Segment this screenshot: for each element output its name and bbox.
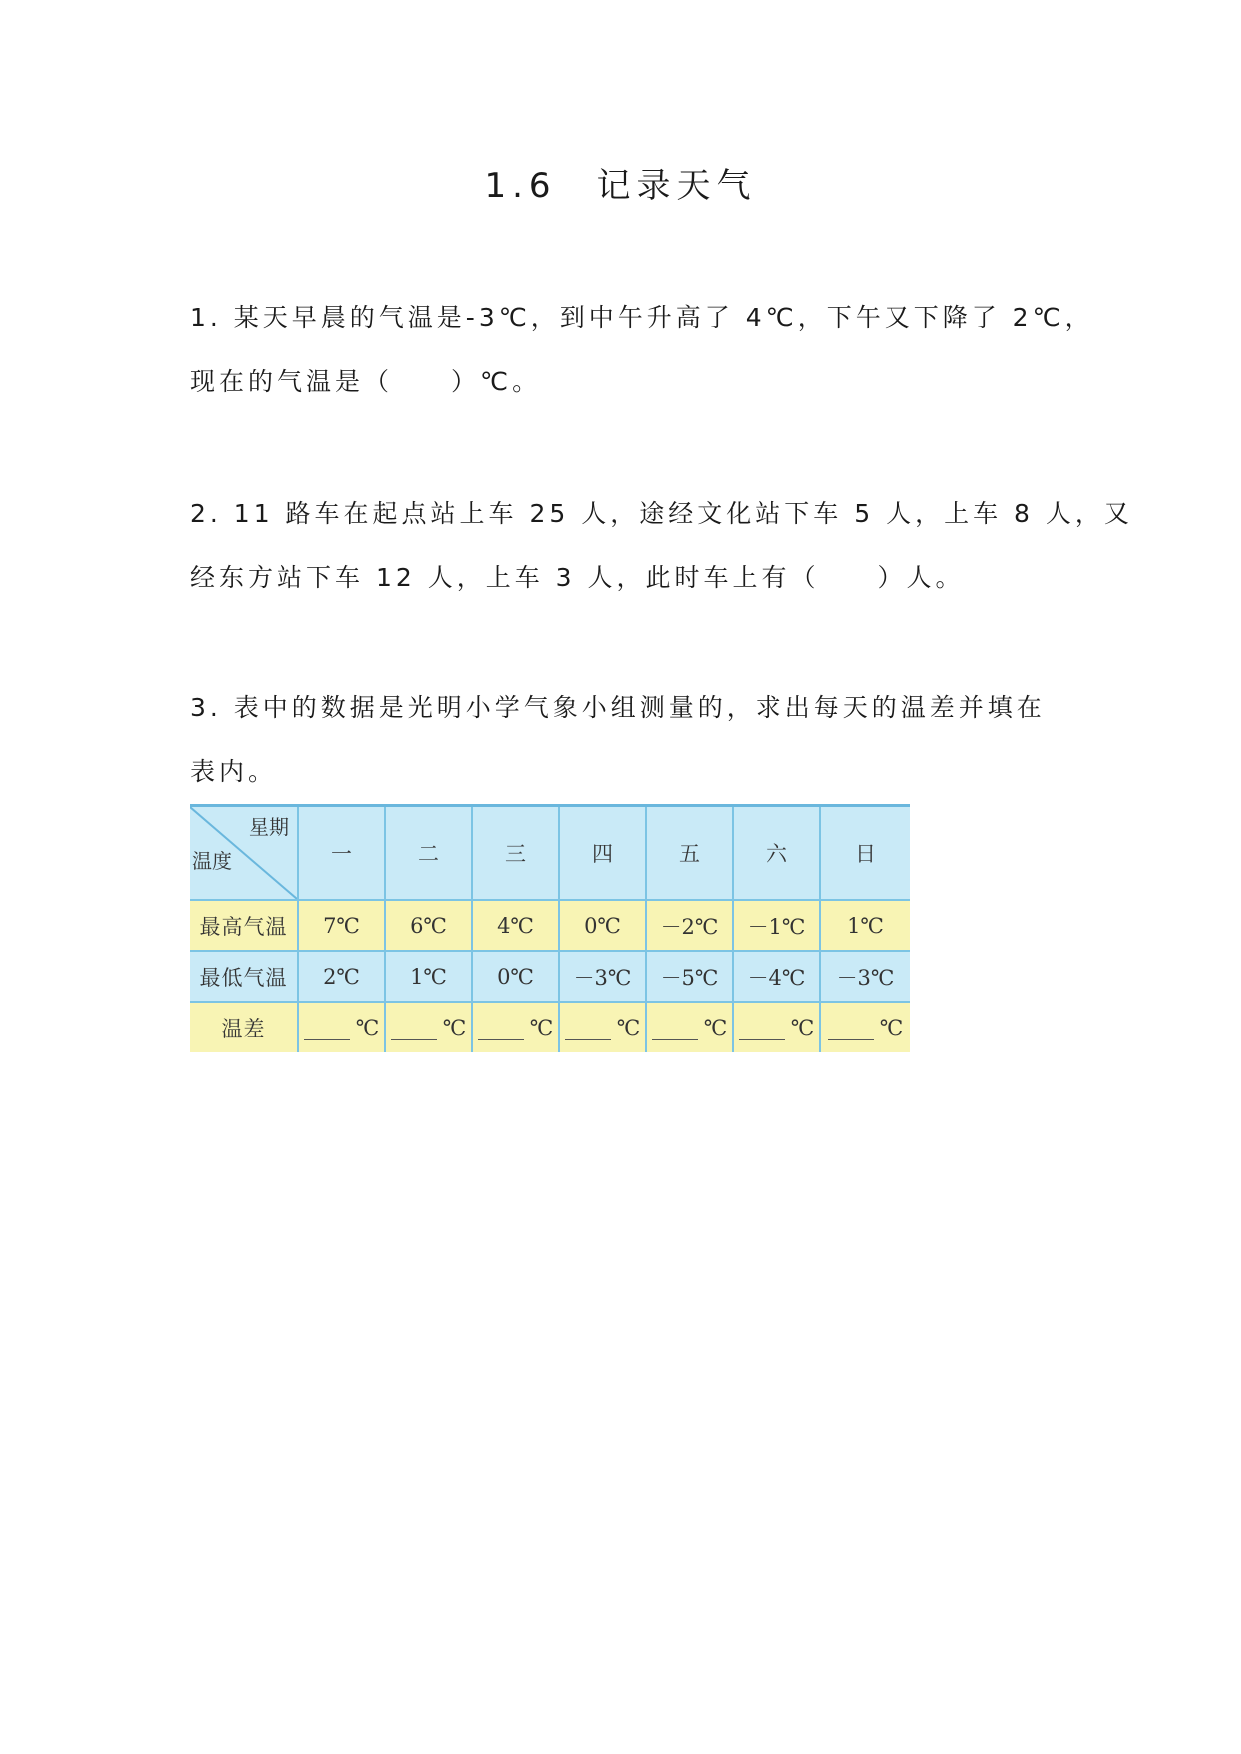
day-header: 二 — [385, 806, 472, 901]
day-header: 五 — [646, 806, 733, 901]
high-temp-cell: －1℃ — [733, 900, 820, 951]
question-2-line-1: 2. 11 路车在起点站上车 25 人，途经文化站下车 5 人，上车 8 人，又 — [190, 499, 1133, 528]
temperature-table — [190, 804, 910, 1052]
high-temp-cell: 4℃ — [472, 900, 559, 951]
low-temp-cell: －4℃ — [733, 951, 820, 1002]
low-temp-cell: 0℃ — [472, 951, 559, 1002]
answer-blank[interactable] — [478, 1017, 524, 1040]
diff-cell[interactable] — [559, 1002, 646, 1052]
high-temp-cell: 7℃ — [298, 900, 385, 951]
table-row-high-temp — [190, 900, 910, 951]
diff-cell[interactable] — [820, 1002, 910, 1052]
row-label-low: 最低气温 — [190, 951, 298, 1002]
low-temp-cell: －3℃ — [559, 951, 646, 1002]
unit-label: ℃ — [442, 1015, 467, 1040]
question-1-line-1: 1. 某天早晨的气温是-3℃，到中午升高了 4℃，下午又下降了 2℃， — [190, 303, 1094, 332]
diff-cell[interactable] — [385, 1002, 472, 1052]
high-temp-cell: 0℃ — [559, 900, 646, 951]
day-header: 日 — [820, 806, 910, 901]
high-temp-cell: 1℃ — [820, 900, 910, 951]
unit-label: ℃ — [703, 1015, 728, 1040]
answer-blank[interactable] — [828, 1017, 874, 1040]
low-temp-cell: 1℃ — [385, 951, 472, 1002]
corner-label-weekday: 星期 — [249, 815, 289, 839]
day-header: 一 — [298, 806, 385, 901]
answer-blank[interactable] — [652, 1017, 698, 1040]
low-temp-cell: －3℃ — [820, 951, 910, 1002]
question-1-line-2: 现在的气温是（ ）℃。 — [190, 367, 542, 396]
unit-label: ℃ — [790, 1015, 815, 1040]
day-header: 六 — [733, 806, 820, 901]
table-row-temp-diff — [190, 1002, 910, 1052]
question-2-line-2: 经东方站下车 12 人，上车 3 人，此时车上有（ ）人。 — [190, 563, 965, 592]
day-header: 四 — [559, 806, 646, 901]
unit-label: ℃ — [879, 1015, 904, 1040]
question-3-line-1: 3. 表中的数据是光明小学气象小组测量的，求出每天的温差并填在 — [190, 693, 1046, 722]
diff-cell[interactable] — [298, 1002, 385, 1052]
row-label-high: 最高气温 — [190, 900, 298, 951]
diff-cell[interactable] — [472, 1002, 559, 1052]
high-temp-cell: 6℃ — [385, 900, 472, 951]
answer-blank[interactable] — [304, 1017, 350, 1040]
diff-cell[interactable] — [733, 1002, 820, 1052]
corner-label-temperature: 温度 — [192, 849, 232, 873]
day-header: 三 — [472, 806, 559, 901]
answer-blank[interactable] — [565, 1017, 611, 1040]
table-row-low-temp — [190, 951, 910, 1002]
unit-label: ℃ — [616, 1015, 641, 1040]
row-label-diff: 温差 — [190, 1002, 298, 1052]
page-title: 1.6 记录天气 — [484, 166, 757, 206]
answer-blank[interactable] — [739, 1017, 785, 1040]
high-temp-cell: －2℃ — [646, 900, 733, 951]
answer-blank[interactable] — [391, 1017, 437, 1040]
low-temp-cell: 2℃ — [298, 951, 385, 1002]
low-temp-cell: －5℃ — [646, 951, 733, 1002]
unit-label: ℃ — [355, 1015, 380, 1040]
question-3-line-2: 表内。 — [190, 757, 278, 786]
table-header-row — [190, 806, 910, 901]
diff-cell[interactable] — [646, 1002, 733, 1052]
unit-label: ℃ — [529, 1015, 554, 1040]
table-corner-cell — [190, 806, 298, 901]
